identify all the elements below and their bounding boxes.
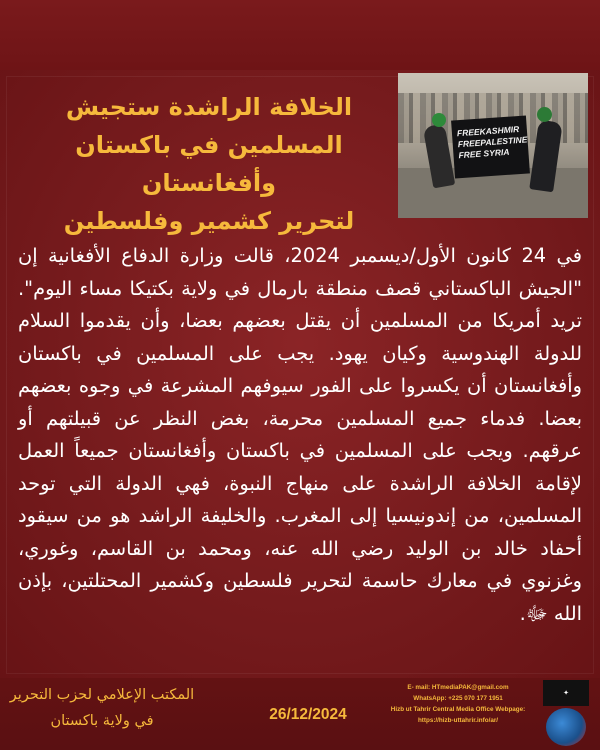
top-band — [0, 0, 600, 70]
contact-whatsapp: WhatsApp: +225 070 177 1951 — [413, 695, 503, 702]
protest-photo — [398, 73, 588, 218]
black-flag-icon: ✦ — [543, 680, 589, 706]
contact-webpage-url: https://hizb-uttahrir.info/ar/ — [417, 717, 499, 724]
photo-head-right — [537, 107, 552, 122]
office-line-1: المكتب الإعلامي لحزب التحرير — [9, 687, 195, 703]
headline-line-2: المسلمين في باكستان وأفغانستان — [75, 131, 343, 197]
contact-info — [384, 682, 532, 726]
body-paragraph: في 24 كانون الأول/ديسمبر 2024، قالت وزارة الدفاع الأفغانية إن "الجيش الباكستاني قصف منطقة بارمال في ولاية بكتيكا مساء اليوم". تريد أمريكا من المسلمين أن يقتل بعضهم بعضا، وأن يقدموا السلام للدولة الهندوسية وكيان يهود. يجب على المسلمين في باكستان وأفغانستان أن يكسروا على الفور سيوفهم المشرعة في وجوه بعضهم بعضا. فدماء جميع المسلمين محرمة، بغض النظر عن قبيلتهم أو عرقهم. ويجب على المسلمين في باكستان وأفغانستان جميعاً العمل لإقامة الخلافة الراشدة على منهاج النبوة، فهي الدولة التي توحد المسلمين، من إندونيسيا إلى المغرب. والخليفة الراشد هو من سيقود أحفاد خالد بن الوليد رضي الله عنه، ومحمد بن القاسم، وغوري، وغزنوي في معارك حاسمة لتحرير فلسطين وكشمير المحتلتين، بإذن الله ﷻ. — [18, 244, 582, 625]
contact-webpage-label: Hizb ut Tahrir Central Media Office Webpage: — [390, 706, 526, 713]
globe-icon — [546, 708, 586, 746]
headline — [40, 88, 378, 240]
headline-line-3: لتحرير كشمير وفلسطين — [63, 207, 355, 235]
contact-email: E- mail: HTmediaPAK@gmail.com — [407, 684, 509, 691]
office-line-2: في ولاية باكستان — [50, 713, 154, 729]
release-date: 26/12/2024 — [269, 706, 347, 723]
hizb-logo-icon — [543, 680, 589, 746]
banner-line-2: FREEPALESTINE — [457, 134, 528, 150]
banner-line-3: FREE SYRIA — [458, 146, 510, 161]
headline-line-1: الخلافة الراشدة ستجيش — [65, 93, 353, 121]
media-office-name — [2, 682, 202, 734]
photo-banner — [451, 115, 530, 178]
photo-head-left — [432, 113, 446, 127]
banner-line-1: FREEKASHMIR — [456, 123, 520, 139]
